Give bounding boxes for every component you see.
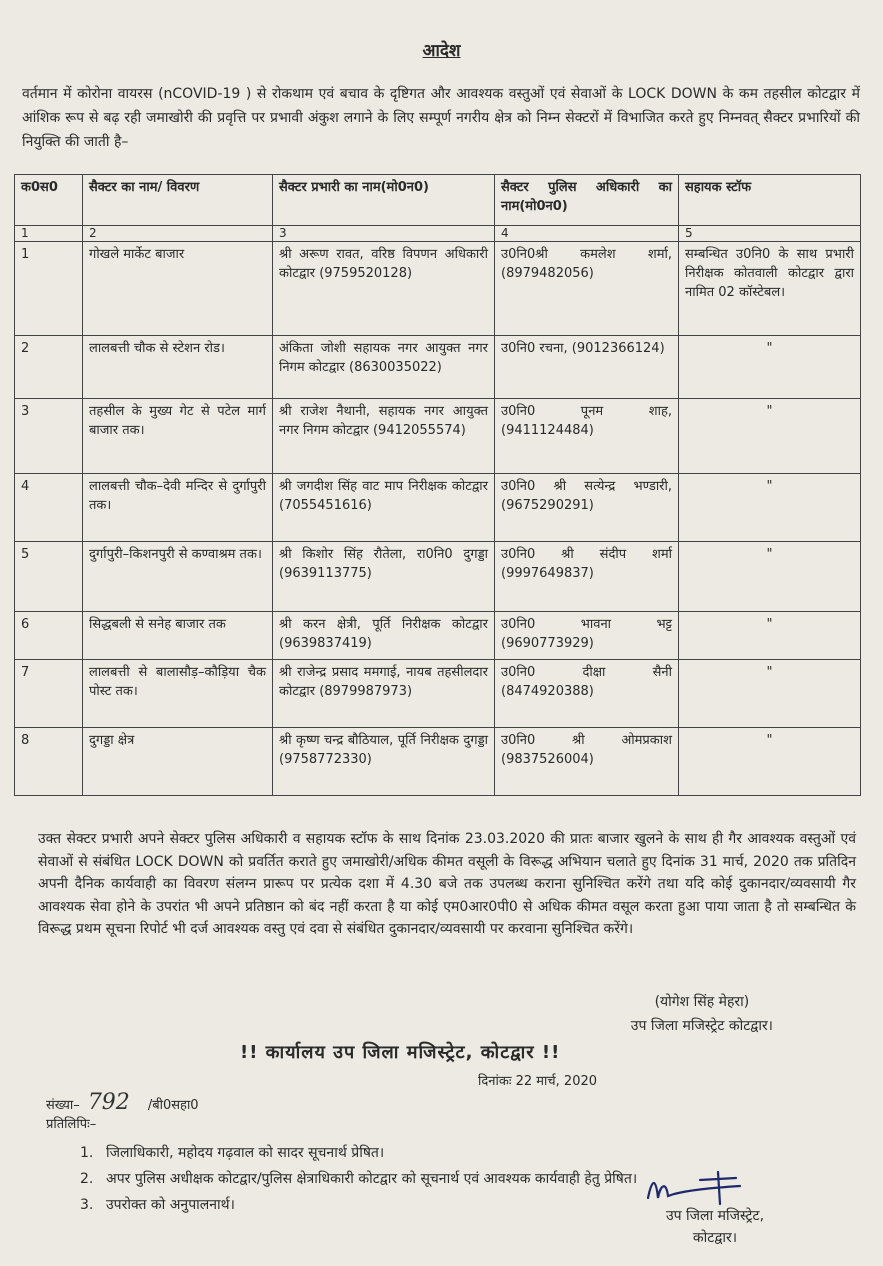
row-sector: लालबत्ती से बालासौड़–कौड़िया चैक पोस्ट तक। (83, 660, 273, 728)
row-police: उ0नि0 रचना, (9012366124) (495, 336, 679, 399)
col-number: 1 (15, 226, 83, 242)
header-incharge: सैक्टर प्रभारी का नाम(मो0न0) (273, 175, 495, 226)
table-row (15, 660, 861, 728)
table-row (15, 242, 861, 336)
list-item: 3. उपरोक्त को अनुपालनार्थ। (80, 1197, 235, 1213)
row-staff: " (679, 474, 861, 542)
reference-number (46, 1090, 199, 1115)
row-police: उ0नि0 श्री ओमप्रकाश (9837526004) (495, 728, 679, 796)
row-staff: " (679, 660, 861, 728)
table-column-number-row (15, 226, 861, 242)
row-police: उ0नि0 पूनम शाह, (9411124484) (495, 399, 679, 474)
row-police: उ0नि0 श्री संदीप शर्मा (9997649837) (495, 542, 679, 612)
row-staff: " (679, 612, 861, 660)
col-number: 5 (679, 226, 861, 242)
signature-block-final (640, 1205, 790, 1249)
signatory-place: कोटद्वार। (692, 1230, 738, 1246)
table-row (15, 474, 861, 542)
row-incharge: श्री राजेश नैथानी, सहायक नगर आयुक्त नगर निगम कोटद्वार (9412055574) (273, 399, 495, 474)
list-item: 1. जिलाधिकारी, महोदय गढ़वाल को सादर सूचनार्थ प्रेषित। (80, 1145, 385, 1161)
row-sector: दुर्गापुरी–किशनपुरी से कण्वाश्रम तक। (83, 542, 273, 612)
row-serial: 7 (15, 660, 83, 728)
row-sector: लालबत्ती चौक से स्टेशन रोड। (83, 336, 273, 399)
list-item: 2. अपर पुलिस अधीक्षक कोटद्वार/पुलिस क्षेत्राधिकारी कोटद्वार को सूचनार्थ एवं आवश्यक कार्यवाही हेतु प्रेषित। (80, 1171, 638, 1187)
row-staff: " (679, 336, 861, 399)
row-incharge: श्री राजेन्द्र प्रसाद ममगाई, नायब तहसीलदार कोटद्वार (8979987973) (273, 660, 495, 728)
copy-to-label: प्रतिलिपिः– (46, 1117, 97, 1132)
copy-list (80, 1140, 637, 1218)
reference-handwritten-number: 792 (87, 1090, 130, 1115)
row-staff: " (679, 399, 861, 474)
table-row (15, 336, 861, 399)
header-police: सैक्टर पुलिस अधिकारी का नाम(मो0न0) (495, 175, 679, 226)
signatory-designation: उप जिला मजिस्ट्रेट कोटद्वार। (630, 1018, 773, 1034)
office-heading: !! कार्यालय उप जिला मजिस्ट्रेट, कोटद्वार !! (240, 1042, 561, 1063)
reference-suffix: /बी0सहा0 (147, 1098, 199, 1113)
col-number: 3 (273, 226, 495, 242)
table-row (15, 612, 861, 660)
row-serial: 4 (15, 474, 83, 542)
row-serial: 5 (15, 542, 83, 612)
header-sector: सैक्टर का नाम/ विवरण (83, 175, 273, 226)
row-incharge: श्री करन क्षेत्री, पूर्ति निरीक्षक कोटद्वार (9639837419) (273, 612, 495, 660)
intro-paragraph: वर्तमान में कोरोना वायरस (nCOVID-19 ) से रोकथाम एवं बचाव के दृष्टिगत और आवश्यक वस्तुओं एवं सेवाओं के LOCK DOWN के कम तहसील कोटद्वार में आंशिक रूप से बढ़ रही जमाखोरी की प्रवृत्ति पर प्रभावी अंकुश लगाने के लिए सम्पूर्ण नगरीय क्षेत्र को निम्न सेक्टरों में विभाजित करते हुए निम्नवत् सैक्टर प्रभारियों की नियुक्ति की जाती है– (22, 86, 860, 150)
row-police: उ0नि0 भावना भट्ट (9690773929) (495, 612, 679, 660)
row-staff: " (679, 728, 861, 796)
sector-table (14, 174, 861, 796)
row-serial: 3 (15, 399, 83, 474)
row-incharge: श्री कृष्ण चन्द्र बौठियाल, पूर्ति निरीक्षक दुगड्डा (9758772330) (273, 728, 495, 796)
row-sector: गोखले मार्केट बाजार (83, 242, 273, 336)
row-incharge: श्री किशोर सिंह रौतेला, रा0नि0 दुगड्डा (9639113775) (273, 542, 495, 612)
table-header-row (15, 175, 861, 226)
row-incharge: श्री अरूण रावत, वरिष्ठ विपणन अधिकारी कोटद्वार (9759520128) (273, 242, 495, 336)
row-incharge: अंकिता जोशी सहायक नगर आयुक्त नगर निगम कोटद्वार (8630035022) (273, 336, 495, 399)
row-incharge: श्री जगदीश सिंह वाट माप निरीक्षक कोटद्वार (7055451616) (273, 474, 495, 542)
header-staff: सहायक स्टॉफ (679, 175, 861, 226)
row-staff: सम्बन्धित उ0नि0 के साथ प्रभारी निरीक्षक कोतवाली कोटद्वार द्वारा नामित 02 कॉस्टेबल। (679, 242, 861, 336)
row-serial: 1 (15, 242, 83, 336)
table-row (15, 728, 861, 796)
row-serial: 6 (15, 612, 83, 660)
issue-date: दिनांकः 22 मार्च, 2020 (478, 1074, 598, 1089)
handwritten-signature (640, 1168, 760, 1210)
document-title: आदेश (422, 41, 461, 61)
table-row (15, 542, 861, 612)
row-serial: 8 (15, 728, 83, 796)
row-sector: सिद्धबली से सनेह बाजार तक (83, 612, 273, 660)
row-sector: लालबत्ती चौक–देवी मन्दिर से दुर्गापुरी तक। (83, 474, 273, 542)
instruction-paragraph: उक्त सेक्टर प्रभारी अपने सेक्टर पुलिस अधिकारी व सहायक स्टॉफ के साथ दिनांक 23.03.2020 की प्रातः बाजार खुलने के साथ ही गैर आवश्यक वस्तुओं एवं सेवाओं से संबंधित LOCK DOWN को प्रवर्तित कराते हुए जमाखोरी/अधिक कीमत वसूली के विरूद्ध अभियान चलाते हुए दिनांक 31 मार्च, 2020 तक प्रतिदिन अपनी दैनिक कार्यवाही का विवरण संलग्न प्रारूप पर प्रत्येक दशा में 4.30 बजे तक उपलब्ध कराना सुनिश्चित करेंगे तथा यदि कोई दुकानदार/व्यवसायी गैर आवश्यक सेवा होने के उपरांत भी अपने प्रतिष्ठान को बंद नहीं करता है या कोई एम0आर0पी0 से अधिक कीमत वसूल करता हुआ पाया जाता है तो सम्बन्धित के विरूद्ध प्रथम सूचना रिपोर्ट भी दर्ज आवश्यक वस्तु एवं दवा से संबंधित दुकानदार/व्यवसायी पर करवाना सुनिश्चित करेंगे। (38, 831, 856, 937)
row-sector: दुगड्डा क्षेत्र (83, 728, 273, 796)
row-staff: " (679, 542, 861, 612)
table-row (15, 399, 861, 474)
signature-block-sdm (631, 990, 773, 1038)
signatory-designation: उप जिला मजिस्ट्रेट, (665, 1208, 765, 1224)
header-serial: क0स0 (15, 175, 83, 226)
reference-label: संख्या– (46, 1098, 80, 1113)
signatory-name: (योगेश सिंह मेहरा) (654, 994, 750, 1010)
row-police: उ0नि0 श्री सत्येन्द्र भण्डारी, (9675290291) (495, 474, 679, 542)
row-serial: 2 (15, 336, 83, 399)
row-police: उ0नि0श्री कमलेश शर्मा, (8979482056) (495, 242, 679, 336)
row-police: उ0नि0 दीक्षा सैनी (8474920388) (495, 660, 679, 728)
col-number: 4 (495, 226, 679, 242)
row-sector: तहसील के मुख्य गेट से पटेल मार्ग बाजार तक। (83, 399, 273, 474)
col-number: 2 (83, 226, 273, 242)
